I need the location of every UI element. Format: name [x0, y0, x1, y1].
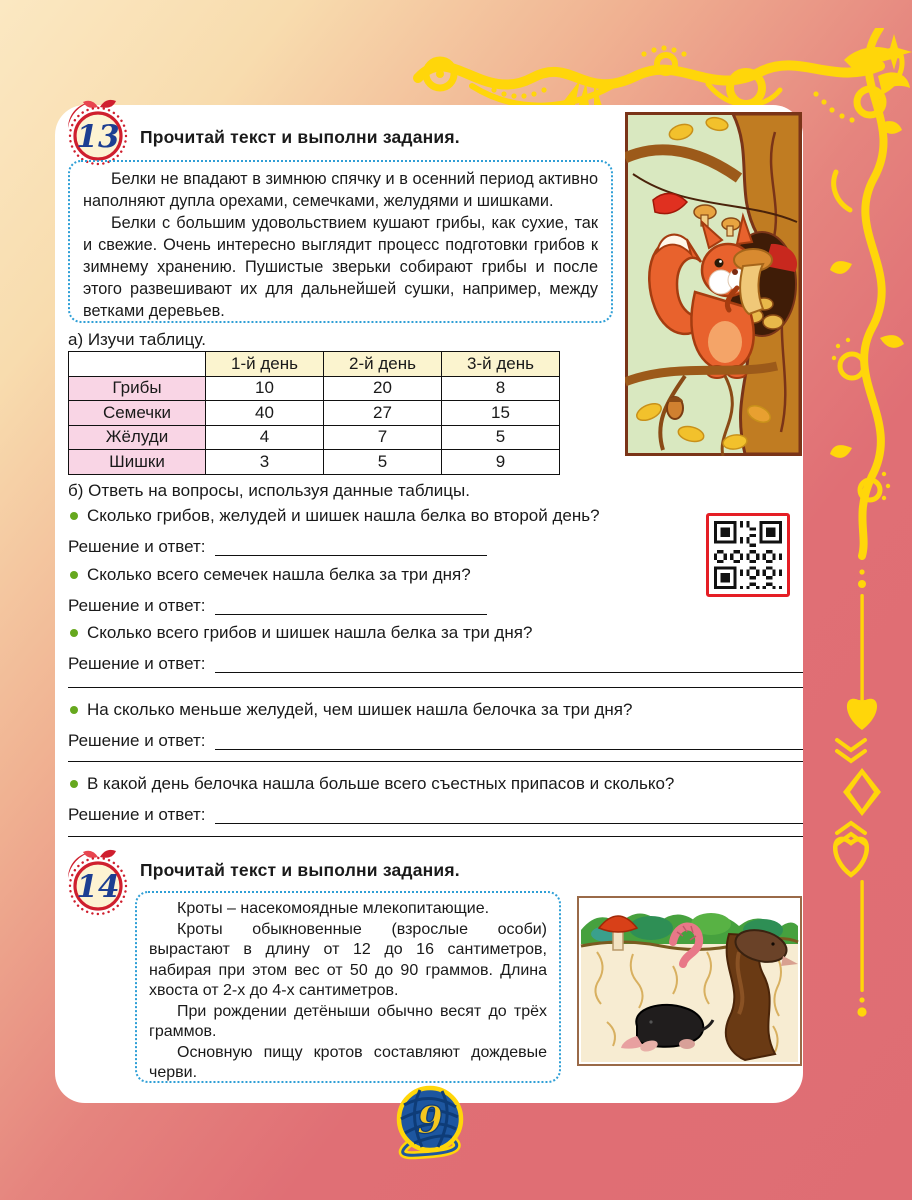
task-13-number: 13 [76, 119, 120, 155]
passage-paragraph: Белки не впадают в зимнюю спячку и в осенний период активно наполняют дупла орехами, семечками, желудями и шишками. [83, 170, 598, 210]
question-text: На сколько меньше желудей, чем шишек нашла белочка за три дня? [87, 700, 633, 719]
task-14-reading-passage [135, 891, 561, 1083]
question-text: Сколько грибов, желудей и шишек нашла белка во второй день? [87, 506, 600, 525]
question [68, 699, 708, 721]
passage-paragraph: Кроты обыкновенные (взрослые особи) вырастают в длину от 12 до 16 сантиметров, набирая при этом вес от 50 до 90 граммов. Длина хвоста от 2-х до 4-х сантиметров. [149, 920, 547, 999]
bullet-icon [70, 629, 78, 637]
row-label: Шишки [69, 450, 206, 475]
question [68, 773, 708, 795]
table-row [69, 425, 560, 450]
passage-paragraph: Кроты – насекомоядные млекопитающие. [177, 900, 490, 917]
answer-line[interactable] [215, 809, 803, 824]
question [68, 564, 708, 586]
part-a-label: а) Изучи таблицу. [68, 330, 206, 349]
answer-row [68, 534, 803, 557]
passage-paragraph: Основную пищу кротов составляют дождевые черви. [149, 1043, 547, 1081]
row-label: Семечки [69, 401, 206, 426]
table-header-day3: 3-й день [442, 352, 560, 377]
question-text: В какой день белочка нашла больше всего съестных припасов и сколько? [87, 774, 675, 793]
question-text: Сколько всего семечек нашла белка за три дня? [87, 565, 471, 584]
task-13-title: Прочитай текст и выполни задания. [140, 127, 460, 147]
answer-row [68, 802, 803, 825]
question [68, 505, 708, 527]
mole-illustration [577, 896, 802, 1066]
squirrel-supplies-table [68, 351, 560, 475]
passage-paragraph: При рождении детёныши обычно весят до трёх граммов. [149, 1002, 547, 1040]
task-14-badge [62, 846, 134, 918]
table-cell: 4 [206, 425, 324, 450]
table-cell: 8 [442, 376, 560, 401]
bullet-icon [70, 780, 78, 788]
row-label: Грибы [69, 376, 206, 401]
part-b-label: б) Ответь на вопросы, используя данные таблицы. [68, 481, 470, 500]
table-row [69, 376, 560, 401]
page-number-yarn-ball [388, 1083, 480, 1167]
answer-row [68, 651, 803, 674]
answer-line[interactable] [215, 735, 803, 750]
passage-paragraph: Белки с большим удовольствием кушают грибы, как сухие, так и свежие. Очень интересно выглядит процесс подготовки грибов к зимнему хранению. Пушистые зверьки собирают грибы и после этого развешивают их для дальнейшей сушки, например, между ветками деревьев. [83, 214, 598, 320]
task-14-number: 14 [76, 869, 120, 905]
table-cell: 27 [324, 401, 442, 426]
answer-row [68, 593, 803, 616]
bullet-icon [70, 706, 78, 714]
table-cell: 40 [206, 401, 324, 426]
table-cell: 15 [442, 401, 560, 426]
answer-line[interactable] [215, 541, 487, 556]
table-header-day2: 2-й день [324, 352, 442, 377]
task-14-title: Прочитай текст и выполни задания. [140, 860, 460, 880]
answer-line[interactable] [68, 836, 803, 837]
table-cell: 9 [442, 450, 560, 475]
row-label: Жёлуди [69, 425, 206, 450]
table-cell: 5 [324, 450, 442, 475]
table-row [69, 401, 560, 426]
answer-line[interactable] [215, 600, 487, 615]
answer-label: Решение и ответ: [68, 654, 206, 673]
table-cell: 7 [324, 425, 442, 450]
answer-label: Решение и ответ: [68, 537, 206, 556]
answer-row [68, 728, 803, 751]
answer-label: Решение и ответ: [68, 596, 206, 615]
answer-line[interactable] [215, 658, 803, 673]
table-cell: 3 [206, 450, 324, 475]
table-cell: 5 [442, 425, 560, 450]
table-corner-cell [69, 352, 206, 377]
bullet-icon [70, 512, 78, 520]
answer-line[interactable] [68, 687, 803, 688]
answer-line[interactable] [68, 761, 803, 762]
table-header-row [69, 352, 560, 377]
table-cell: 10 [206, 376, 324, 401]
answer-label: Решение и ответ: [68, 805, 206, 824]
question [68, 622, 708, 644]
squirrel-illustration [625, 112, 802, 456]
page-number: 9 [417, 1098, 443, 1142]
gold-flourish-right [822, 28, 912, 1038]
table-row [69, 450, 560, 475]
task-13-reading-passage [68, 160, 613, 323]
question-text: Сколько всего грибов и шишек нашла белка за три дня? [87, 623, 533, 642]
answer-label: Решение и ответ: [68, 731, 206, 750]
table-cell: 20 [324, 376, 442, 401]
table-header-day1: 1-й день [206, 352, 324, 377]
task-13-badge [62, 96, 134, 168]
bullet-icon [70, 571, 78, 579]
